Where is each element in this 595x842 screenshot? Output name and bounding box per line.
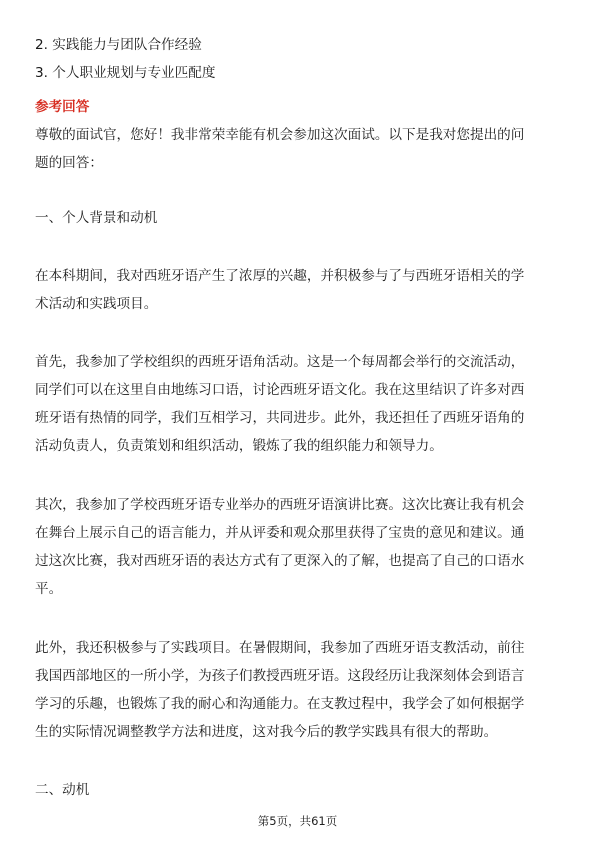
para3-line-1: 其次，我参加了学校西班牙语专业举办的西班牙语演讲比赛。这次比赛让我有机会: [35, 497, 525, 513]
para3-line-2: 在舞台上展示自己的语言能力，并从评委和观众那里获得了宝贵的意见和建议。通: [35, 525, 525, 541]
para4-line-2: 我国西部地区的一所小学，为孩子们教授西班牙语。这段经历让我深刻体会到语言: [35, 668, 525, 684]
para1-line-1: 在本科期间，我对西班牙语产生了浓厚的兴趣，并积极参与了与西班牙语相关的学: [35, 268, 525, 284]
intro-line-2: 题的回答：: [35, 155, 103, 171]
para3-line-4: 平。: [35, 581, 63, 597]
intro-line-1: 尊敬的面试官，您好！我非常荣幸能有机会参加这次面试。以下是我对您提出的问: [35, 127, 525, 143]
para2-line-4: 活动负责人，负责策划和组织活动，锻炼了我的组织能力和领导力。: [35, 438, 443, 454]
para4-line-4: 生的实际情况调整教学方法和进度，这对我今后的教学实践具有很大的帮助。: [35, 724, 498, 740]
para1-line-2: 术活动和实践项目。: [35, 296, 158, 312]
section-2-title: 二、动机: [35, 782, 90, 798]
page-footer: 第5页，共61页: [257, 814, 338, 828]
para2-line-1: 首先，我参加了学校组织的西班牙语角活动。这是一个每周都会举行的交流活动，: [35, 354, 525, 370]
para3-line-3: 过这次比赛，我对西班牙语的表达方式有了更深入的了解，也提高了自己的口语水: [35, 553, 525, 569]
list-item-3: 3. 个人职业规划与专业匹配度: [35, 65, 216, 81]
para4-line-1: 此外，我还积极参与了实践项目。在暑假期间，我参加了西班牙语支教活动，前往: [35, 640, 525, 656]
list-item-2: 2. 实践能力与团队合作经验: [35, 37, 202, 53]
reference-answer-heading: 参考回答: [35, 99, 90, 115]
para2-line-3: 班牙语有热情的同学，我们互相学习，共同进步。此外，我还担任了西班牙语角的: [35, 410, 525, 426]
para4-line-3: 学习的乐趣，也锻炼了我的耐心和沟通能力。在支教过程中，我学会了如何根据学: [35, 696, 525, 712]
section-1-title: 一、个人背景和动机: [35, 210, 158, 226]
para2-line-2: 同学们可以在这里自由地练习口语，讨论西班牙语文化。我在这里结识了许多对西: [35, 382, 525, 398]
